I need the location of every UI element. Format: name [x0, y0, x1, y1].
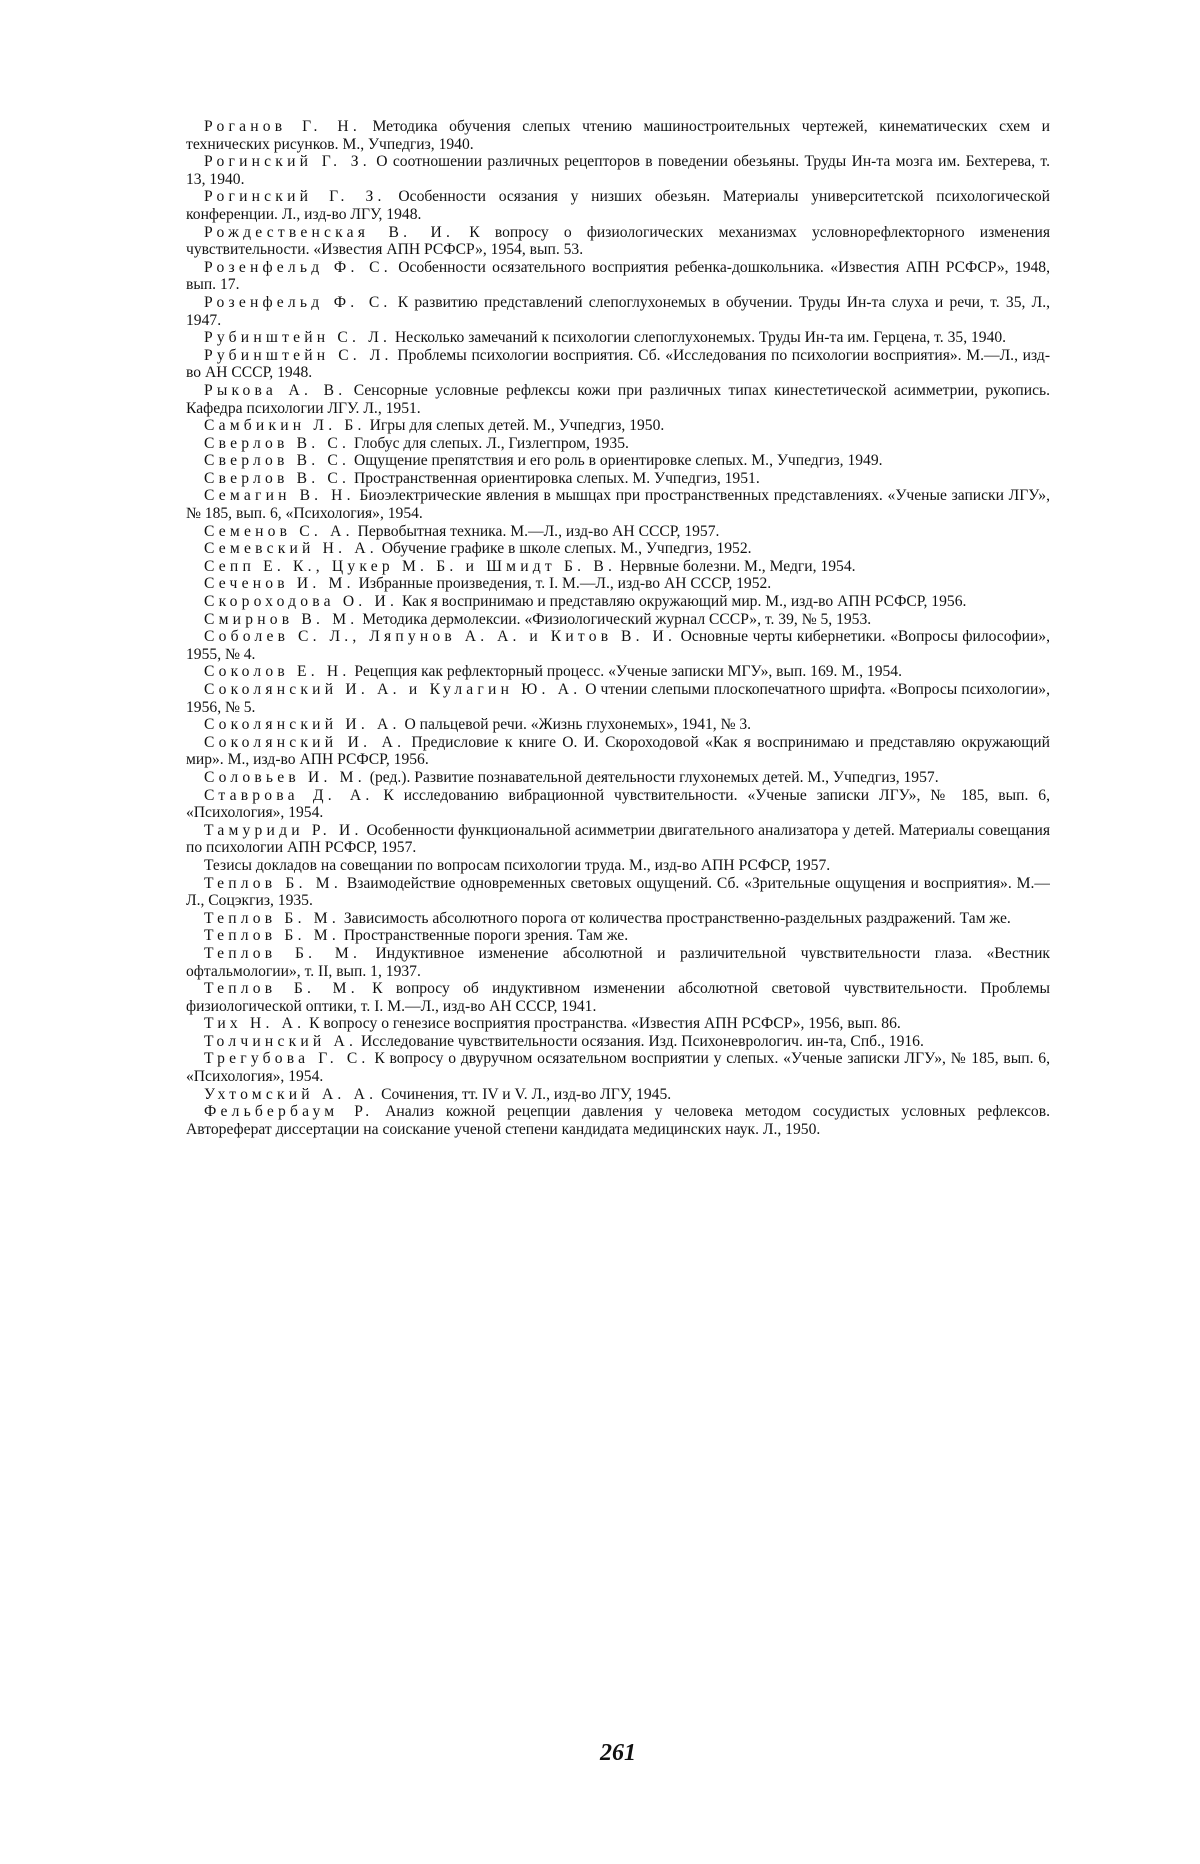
entry-text: К исследованию вибрационной чувствительности. «Ученые записки ЛГУ», № 185, вып. 6, «Психология», 1954.: [186, 786, 1050, 822]
entry-author: Розенфельд Ф. С.: [204, 258, 392, 276]
bibliography-entry: [186, 1015, 1050, 1033]
bibliography-entry: [186, 628, 1050, 663]
entry-text: Особенности осязания у низших обезьян. Материалы университетской психологической конференции. Л., изд-во ЛГУ, 1948.: [186, 188, 1050, 223]
entry-author: Соловьев И. М.: [204, 768, 366, 786]
bibliography-entry: [186, 681, 1050, 716]
entry-text: К вопросу об индуктивном изменении абсолютной световой чувствительности. Проблемы физиологической оптики, т. I. М.—Л., изд-во АН СССР, 1941.: [186, 980, 1050, 1015]
entry-author: Рогинский Г. З.: [204, 188, 386, 206]
entry-text: Методика дермолексии. «Физиологический журнал СССР», т. 39, № 5, 1953.: [358, 610, 872, 628]
bibliography-entry: [186, 523, 1050, 541]
entry-author: Теплов Б. М.: [204, 980, 359, 998]
entry-author: Семагин В. Н.: [204, 487, 355, 505]
bibliography-entry: [186, 487, 1050, 522]
entry-text: Пространственная ориентировка слепых. М. Учпедгиз, 1951.: [350, 469, 760, 487]
entry-text: Обучение графике в школе слепых. М., Учпедгиз, 1952.: [377, 540, 752, 558]
entry-text: Нервные болезни. М., Медги, 1954.: [616, 557, 856, 575]
entry-author: Рогинский Г. З.: [204, 153, 371, 171]
entry-text: Избранные произведения, т. I. М.—Л., изд-во АН СССР, 1952.: [354, 575, 772, 593]
entry-text: Как я воспринимаю и представляю окружающий мир. М., изд-во АПН РСФСР, 1956.: [398, 593, 967, 611]
entry-text: Проблемы психологии восприятия. Сб. «Исследования по психологии восприятия». М.—Л., изд-во АН СССР, 1948.: [186, 346, 1050, 382]
bibliography-entry: [186, 822, 1050, 857]
entry-text: Исследование чувствительности осязания. Изд. Психоневрологич. ин-та, Спб., 1916.: [357, 1032, 924, 1050]
entry-author: Тамуриди Р. И.: [204, 821, 363, 839]
entry-author: Теплов Б. М.: [204, 909, 340, 927]
entry-author: Розенфельд Ф. С.: [204, 293, 392, 311]
bibliography-entry: [186, 153, 1050, 188]
bibliography-entry: [186, 452, 1050, 470]
entry-author: Фельбербаум Р.: [204, 1103, 374, 1121]
bibliography-entry: [186, 1103, 1050, 1138]
entry-author: Ухтомский А. А.: [204, 1085, 378, 1103]
entry-author: Теплов Б. М.: [204, 927, 340, 945]
bibliography-entry: [186, 558, 1050, 576]
entry-text: К развитию представлений слепоглухонемых в обучении. Труды Ин-та слуха и речи, т. 35, Л., 1947.: [186, 293, 1050, 329]
entry-author: Ставрова Д. А.: [204, 786, 374, 804]
entry-author: Толчинский А.: [204, 1032, 358, 1050]
entry-author: Соболев С. Л., Ляпунов А. А. и Китов В. И.: [204, 628, 677, 646]
entry-text: О пальцевой речи. «Жизнь глухонемых», 1941, № 3.: [400, 716, 752, 734]
entry-author: Теплов Б. М.: [204, 874, 342, 892]
entry-text: Несколько замечаний к психологии слепоглухонемых. Труды Ин-та им. Герцена, т. 35, 1940.: [391, 329, 1007, 347]
entry-author: Трегубова Г. С.: [204, 1050, 370, 1068]
entry-author: Соколов Е. Н.: [204, 663, 351, 681]
entry-author: Соколянский И. А.: [204, 733, 406, 751]
entry-text: Методика обучения слепых чтению машиностроительных чертежей, кинематических схем и технических рисунков. М., Учпедгиз, 1940.: [186, 118, 1050, 153]
entry-author: Соколянский И. А.: [204, 716, 401, 734]
entry-author: Сеченов И. М.: [204, 575, 355, 593]
bibliography-entry: [186, 769, 1050, 787]
entry-author: Скороходова О. И.: [204, 593, 399, 611]
bibliography-entry: [186, 224, 1050, 259]
entry-author: Рыкова А. В.: [204, 381, 347, 399]
entry-author: Рубинштейн С. Л.: [204, 346, 393, 364]
bibliography-entry: [186, 540, 1050, 558]
entry-text: Основные черты кибернетики. «Вопросы философии», 1955, № 4.: [186, 628, 1050, 663]
bibliography-entry: [186, 716, 1050, 734]
entry-text: Глобус для слепых. Л., Гизлегпром, 1935.: [350, 434, 629, 452]
entry-text: Индуктивное изменение абсолютной и различительной чувствительности глаза. «Вестник офтальмологии», т. II, вып. 1, 1937.: [186, 944, 1050, 980]
entry-author: Рубинштейн С. Л.: [204, 329, 392, 347]
bibliography-entry: [186, 470, 1050, 488]
bibliography-entry: [186, 980, 1050, 1015]
entry-text: Зависимость абсолютного порога от количества пространственно-раздельных раздражений. Там же.: [339, 909, 1011, 927]
entry-text: Сочинения, тт. IV и V. Л., изд-во ЛГУ, 1945.: [377, 1085, 672, 1103]
entry-text: К вопросу о двуручном осязательном восприятии у слепых. «Ученые записки ЛГУ», № 185, вып. 6, «Психология», 1954.: [186, 1050, 1050, 1086]
entry-text: Ощущение препятствия и его роль в ориентировке слепых. М., Учпедгиз, 1949.: [350, 452, 883, 470]
entry-text: Сенсорные условные рефлексы кожи при различных типах кинестетической асимметрии, рукопись. Кафедра психологии ЛГУ. Л., 1951.: [186, 381, 1050, 417]
entry-text: Особенности функциональной асимметрии двигательного анализатора у детей. Материалы совещания по психологии АПН РСФСР, 1957.: [186, 821, 1050, 857]
page-number: 261: [600, 1740, 636, 1766]
entry-author: Самбикин Л. Б.: [204, 417, 366, 435]
bibliography-page: [186, 118, 1050, 1818]
entry-author: Сепп Е. К., Цукер М. Б. и Шмидт Б. В.: [204, 557, 617, 575]
bibliography-entry: [186, 787, 1050, 822]
entry-text: (ред.). Развитие познавательной деятельности глухонемых детей. М., Учпедгиз, 1957.: [365, 768, 939, 786]
entry-text: О соотношении различных рецепторов в поведении обезьяны. Труды Ин-та мозга им. Бехтерева, т. 13, 1940.: [186, 153, 1050, 188]
bibliography-entry: [186, 1033, 1050, 1051]
entry-text: Игры для слепых детей. М., Учпедгиз, 1950.: [365, 417, 665, 435]
entry-text: О чтении слепыми плоскопечатного шрифта. «Вопросы психологии», 1956, № 5.: [186, 681, 1050, 716]
entry-text: Первобытная техника. М.—Л., изд-во АН СССР, 1957.: [353, 522, 720, 540]
bibliography-entry: [186, 329, 1050, 347]
bibliography-entry: [186, 875, 1050, 910]
entry-author: Теплов Б. М.: [204, 944, 362, 962]
entry-text: Предисловие к книге О. И. Скороходовой «Как я воспринимаю и представляю окружающий мир». М., изд-во АПН РСФСР, 1956.: [186, 733, 1050, 769]
bibliography-entry: [186, 857, 1050, 875]
entry-author: Смирнов В. М.: [204, 610, 359, 628]
bibliography-entry: [186, 575, 1050, 593]
bibliography-entry: [186, 611, 1050, 629]
entry-text: Тезисы докладов на совещании по вопросам психологии труда. М., изд-во АПН РСФСР, 1957.: [204, 856, 831, 874]
bibliography-entry: [186, 347, 1050, 382]
bibliography-list: [186, 118, 1050, 1138]
entry-text: Взаимодействие одновременных световых ощущений. Сб. «Зрительные ощущения и восприятия». М.—Л., Соцэкгиз, 1935.: [186, 874, 1050, 910]
bibliography-entry: [186, 1050, 1050, 1085]
bibliography-entry: [186, 1086, 1050, 1104]
bibliography-entry: [186, 663, 1050, 681]
bibliography-entry: [186, 118, 1050, 153]
entry-text: Рецепция как рефлекторный процесс. «Ученые записки МГУ», вып. 169. М., 1954.: [350, 663, 902, 681]
bibliography-entry: [186, 945, 1050, 980]
entry-text: Пространственные пороги зрения. Там же.: [339, 927, 629, 945]
entry-text: Особенности осязательного восприятия ребенка-дошкольника. «Известия АПН РСФСР», 1948, вып. 17.: [186, 258, 1050, 294]
bibliography-entry: [186, 734, 1050, 769]
entry-author: Сверлов В. С.: [204, 434, 351, 452]
entry-text: К вопросу о генезисе восприятия пространства. «Известия АПН РСФСР», 1956, вып. 86.: [305, 1015, 901, 1033]
bibliography-entry: [186, 593, 1050, 611]
bibliography-entry: [186, 259, 1050, 294]
bibliography-entry: [186, 417, 1050, 435]
entry-author: Семенов С. А.: [204, 522, 354, 540]
bibliography-entry: [186, 927, 1050, 945]
entry-author: Рождественская В. И.: [204, 223, 455, 241]
entry-author: Соколянский И. А. и Кулагин Ю. А.: [204, 681, 582, 698]
entry-author: Семевский Н. А.: [204, 540, 378, 558]
entry-author: Сверлов В. С.: [204, 452, 351, 470]
entry-author: Тих Н. А.: [204, 1015, 306, 1033]
bibliography-entry: [186, 294, 1050, 329]
entry-author: Сверлов В. С.: [204, 469, 351, 487]
bibliography-entry: [186, 188, 1050, 223]
bibliography-entry: [186, 910, 1050, 928]
bibliography-entry: [186, 435, 1050, 453]
entry-text: К вопросу о физиологических механизмах условнорефлекторного изменения чувствительности. «Известия АПН РСФСР», 1954, вып. 53.: [186, 223, 1050, 259]
entry-text: Биоэлектрические явления в мышцах при пространственных представлениях. «Ученые записки ЛГУ», № 185, вып. 6, «Психология», 1954.: [186, 487, 1050, 523]
entry-text: Анализ кожной рецепции давления у человека методом сосудистых условных рефлексов. Автореферат диссертации на соискание ученой степени кандидата медицинских наук. Л., 1950.: [186, 1103, 1050, 1138]
entry-author: Роганов Г. Н.: [204, 118, 361, 135]
bibliography-entry: [186, 382, 1050, 417]
